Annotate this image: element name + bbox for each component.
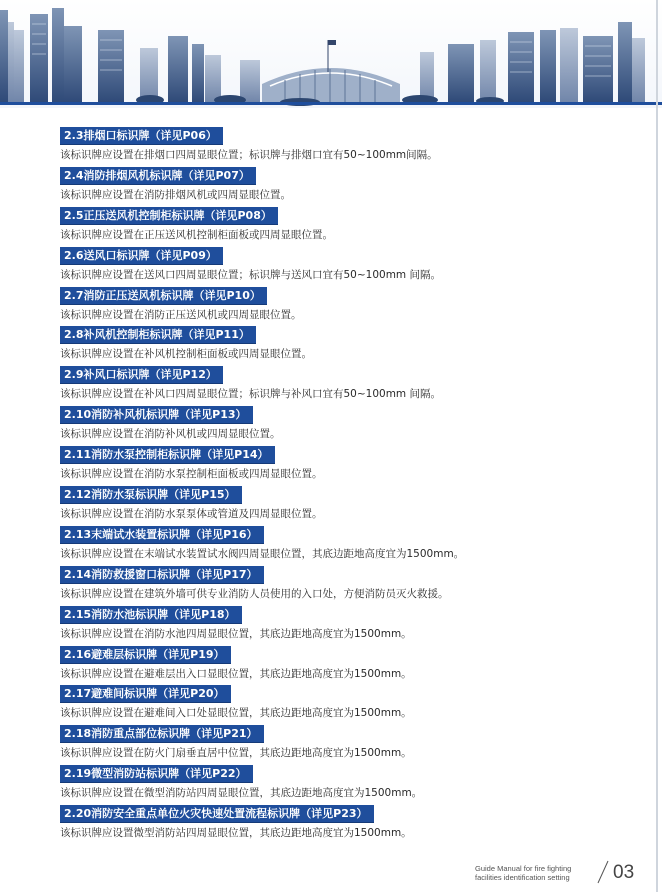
section-heading: 2.5正压送风机控制柜标识牌（详见P08） xyxy=(60,207,278,225)
page-number: 03 xyxy=(613,862,635,883)
section-heading: 2.7消防正压送风机标识牌（详见P10） xyxy=(60,287,267,305)
section-2-19 xyxy=(60,762,650,802)
section-description: 该标识牌应设置微型消防站四周显眼位置，其底边距地高度宜为1500mm。 xyxy=(60,827,412,840)
section-description: 该标识牌应设置在排烟口四周显眼位置；标识牌与排烟口宜有50~100mm间隔。 xyxy=(60,149,438,161)
section-description: 该标识牌应设置在防火门扇垂直居中位置，其底边距地高度宜为1500mm。 xyxy=(60,747,412,760)
section-description: 该标识牌应设置在消防水泵控制柜面板或四周显眼位置。 xyxy=(60,468,323,481)
section-description: 该标识牌应设置在消防正压送风机或四周显眼位置。 xyxy=(60,308,302,321)
section-2-18 xyxy=(60,722,650,762)
section-heading: 2.15消防水池标识牌（详见P18） xyxy=(60,606,242,624)
section-heading: 2.20消防安全重点单位火灾快速处置流程标识牌（详见P23） xyxy=(60,805,374,823)
section-2-9 xyxy=(60,363,650,403)
footer-manual-title xyxy=(475,864,595,882)
section-heading: 2.16避难层标识牌（详见P19） xyxy=(60,646,231,664)
section-heading: 2.3排烟口标识牌（详见P06） xyxy=(60,127,223,145)
section-heading: 2.8补风机控制柜标识牌（详见P11） xyxy=(60,326,256,344)
section-2-17 xyxy=(60,682,650,722)
section-description: 该标识牌应设置在消防排烟风机或四周显眼位置。 xyxy=(60,188,291,201)
section-2-8 xyxy=(60,323,650,363)
section-heading: 2.10消防补风机标识牌（详见P13） xyxy=(60,406,253,424)
section-heading: 2.12消防水泵标识牌（详见P15） xyxy=(60,486,242,504)
section-2-11 xyxy=(60,443,650,483)
section-list xyxy=(60,124,650,842)
section-description: 该标识牌应设置在微型消防站四周显眼位置，其底边距地高度宜为1500mm。 xyxy=(60,787,423,800)
section-heading: 2.9补风口标识牌（详见P12） xyxy=(60,366,223,384)
section-heading: 2.11消防水泵控制柜标识牌（详见P14） xyxy=(60,446,275,464)
section-heading: 2.13末端试水装置标识牌（详见P16） xyxy=(60,526,264,544)
section-description: 该标识牌应设置在消防补风机或四周显眼位置。 xyxy=(60,428,281,441)
section-2-12 xyxy=(60,483,650,523)
section-heading: 2.4消防排烟风机标识牌（详见P07） xyxy=(60,167,256,185)
section-heading: 2.18消防重点部位标识牌（详见P21） xyxy=(60,725,264,743)
section-2-10 xyxy=(60,403,650,443)
section-2-16 xyxy=(60,643,650,683)
section-description: 该标识牌应设置在补风机控制柜面板或四周显眼位置。 xyxy=(60,348,312,361)
header-city-skyline-banner xyxy=(0,0,662,108)
section-2-5 xyxy=(60,204,650,244)
section-2-3 xyxy=(60,124,650,164)
section-description: 该标识牌应设置在补风口四周显眼位置；标识牌与补风口宜有50~100mm 间隔。 xyxy=(60,388,441,401)
section-heading: 2.19微型消防站标识牌（详见P22） xyxy=(60,765,253,783)
section-2-6 xyxy=(60,244,650,284)
section-description: 该标识牌应设置在送风口四周显眼位置；标识牌与送风口宜有50~100mm 间隔。 xyxy=(60,268,441,281)
section-heading: 2.17避难间标识牌（详见P20） xyxy=(60,685,231,703)
section-2-20 xyxy=(60,802,650,842)
section-description: 该标识牌应设置在建筑外墙可供专业消防人员使用的入口处，方便消防员灭火救援。 xyxy=(60,587,449,600)
section-2-4 xyxy=(60,164,650,204)
footer-manual-line-2: facilities identification setting xyxy=(475,873,570,882)
section-2-14 xyxy=(60,563,650,603)
section-description: 该标识牌应设置在避难间入口处显眼位置，其底边距地高度宜为1500mm。 xyxy=(60,707,412,720)
section-heading: 2.6送风口标识牌（详见P09） xyxy=(60,247,223,265)
section-description: 该标识牌应设置在消防水泵泵体或管道及四周显眼位置。 xyxy=(60,508,323,521)
section-description: 该标识牌应设置在正压送风机控制柜面板或四周显眼位置。 xyxy=(60,228,333,241)
footer-divider-slash xyxy=(596,860,610,884)
section-heading: 2.14消防救援窗口标识牌（详见P17） xyxy=(60,566,264,584)
section-2-7 xyxy=(60,284,650,324)
page-edge-rule xyxy=(656,0,658,892)
section-description: 该标识牌应设置在末端试水装置试水阀四周显眼位置，其底边距地高度宜为1500mm。 xyxy=(60,547,465,560)
city-skyline-illustration xyxy=(0,0,662,108)
section-2-15 xyxy=(60,603,650,643)
section-description: 该标识牌应设置在消防水池四周显眼位置，其底边距地高度宜为1500mm。 xyxy=(60,627,412,640)
section-2-13 xyxy=(60,523,650,563)
section-description: 该标识牌应设置在避难层出入口显眼位置，其底边距地高度宜为1500mm。 xyxy=(60,667,412,680)
footer-manual-line-1: Guide Manual for fire fighting xyxy=(475,864,572,873)
